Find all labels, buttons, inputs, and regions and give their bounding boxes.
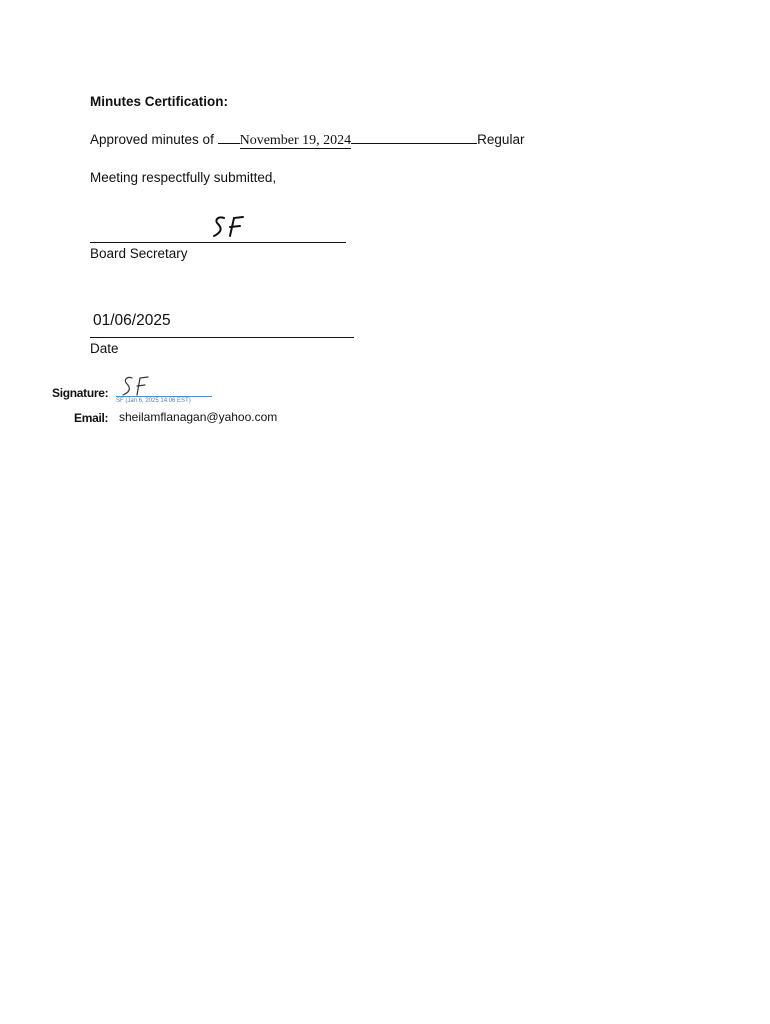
meeting-type: Regular [477,132,525,147]
section-heading: Minutes Certification: [90,94,229,109]
email-label: Email: [74,411,109,425]
signature-line [90,242,346,243]
approved-prefix: Approved minutes of [90,132,218,147]
submitted-text: Meeting respectfully submitted, [90,170,277,185]
blank-underline [218,131,240,144]
date-label: Date [90,341,119,356]
board-secretary-label: Board Secretary [90,246,188,261]
signature-label: Signature: [52,386,109,400]
date-line [90,337,354,338]
date-value: 01/06/2025 [93,312,171,329]
esignature-caption: SF (Jan 6, 2025 14:06 EST) [116,398,191,404]
blank-underline [351,131,477,144]
esignature-underline [116,396,212,397]
secretary-signature-mark [210,214,246,240]
meeting-date: November 19, 2024 [239,133,352,148]
email-value: sheilamflanagan@yahoo.com [119,410,278,424]
esignature-mark [120,375,150,397]
approved-minutes-line [90,131,524,149]
